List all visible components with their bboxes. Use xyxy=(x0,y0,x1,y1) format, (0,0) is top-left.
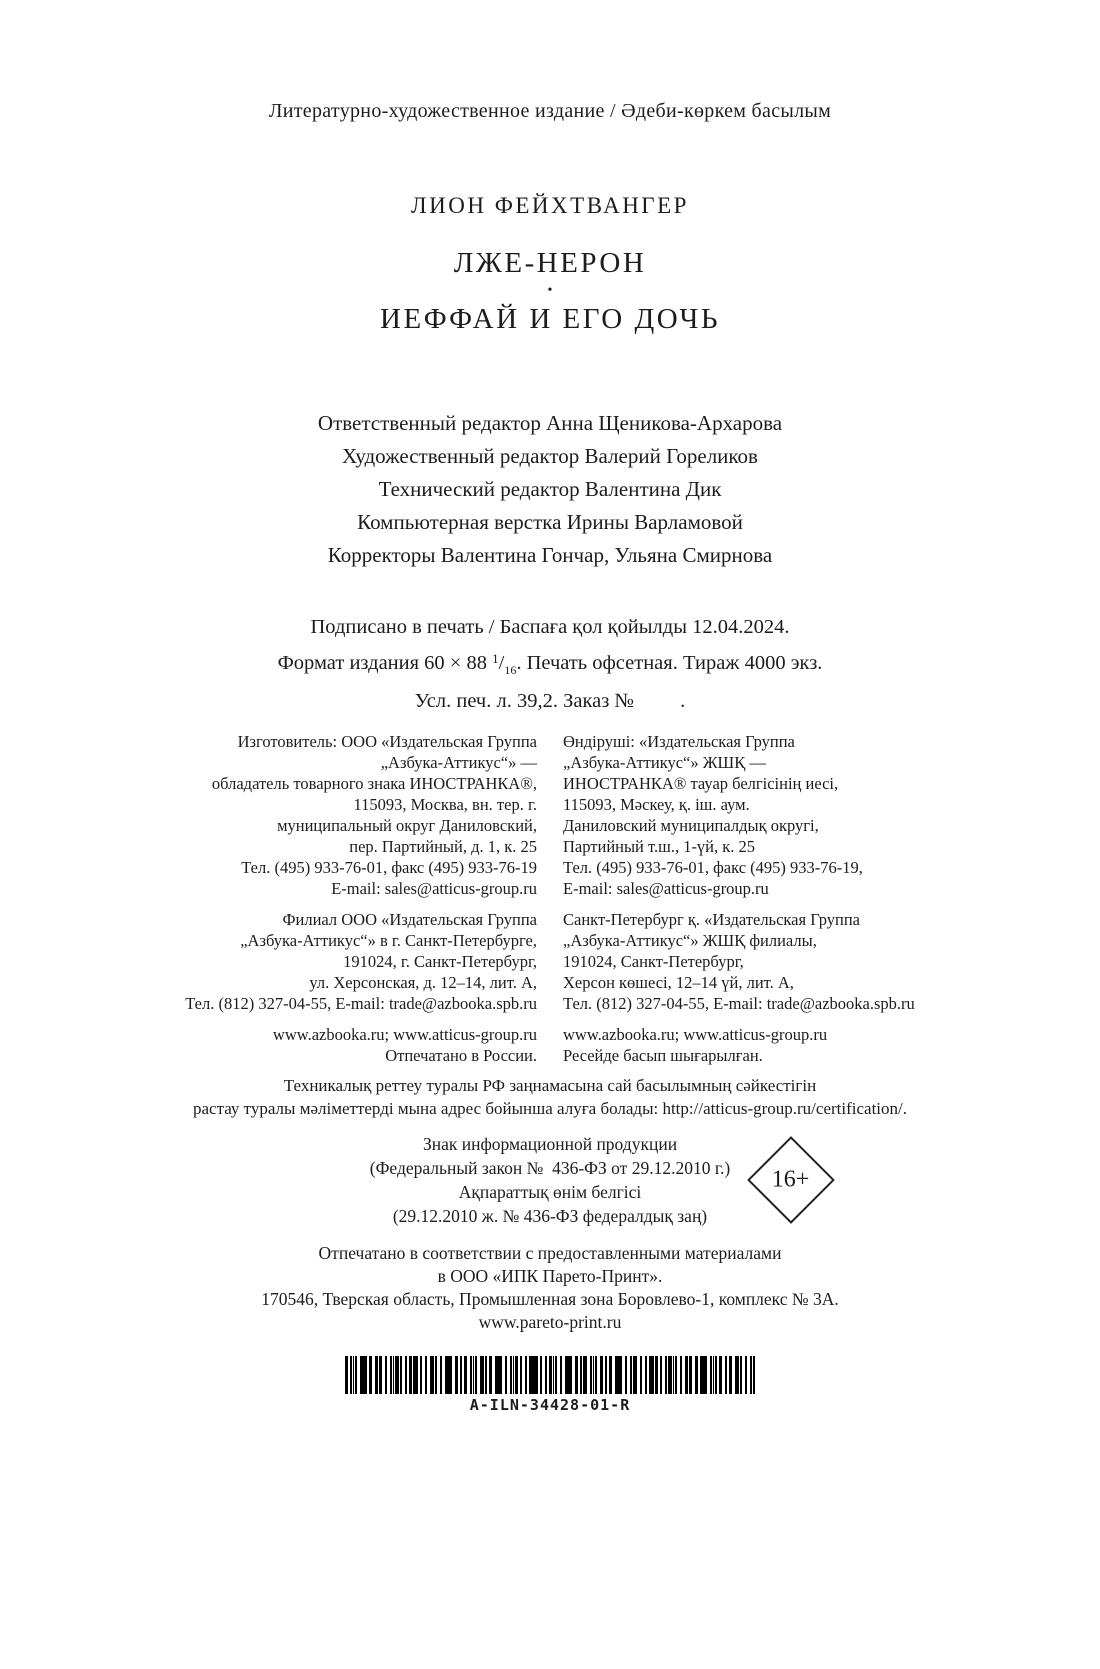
print-info-line-order: Усл. печ. л. 39,2. Заказ № . xyxy=(414,690,686,712)
format-slash: / xyxy=(498,652,505,674)
publisher-ru-address xyxy=(185,731,537,899)
credit-line: Корректоры Валентина Гончар, Ульяна Смирнова xyxy=(327,543,773,567)
publisher-ru-column xyxy=(185,731,537,1066)
title-block xyxy=(0,193,1100,337)
branch-line: „Азбука-Аттикус“» в г. Санкт-Петербурге, xyxy=(240,931,537,950)
printing-line: в ООО «ИПК Парето-Принт». xyxy=(437,1266,663,1286)
printing-website: www.pareto-print.ru xyxy=(478,1312,622,1332)
publisher-line: Тел. (495) 933-76-01, факс (495) 933-76-19, xyxy=(563,858,863,877)
credit-line: Ответственный редактор Анна Щеникова-Архарова xyxy=(317,411,783,435)
branch-line: 191024, Санкт-Петербург, xyxy=(563,952,744,971)
publisher-line: Тел. (495) 933-76-01, факс (495) 933-76-19 xyxy=(241,858,537,877)
publisher-line: „Азбука-Аттикус“» — xyxy=(380,753,537,772)
format-prefix: Формат издания 60 × 88 xyxy=(277,652,493,674)
branch-line: Филиал ООО «Издательская Группа xyxy=(282,910,537,929)
publisher-kz-web xyxy=(563,1024,915,1066)
publisher-kz-column xyxy=(563,731,915,1066)
publisher-kz-branch xyxy=(563,909,915,1014)
branch-line: Тел. (812) 327-04-55, E-mail: trade@azbooka.spb.ru xyxy=(563,994,915,1013)
publisher-email: E-mail: sales@atticus-group.ru xyxy=(563,879,769,898)
barcode-block xyxy=(0,1356,1100,1414)
publisher-line: Даниловский муниципалдық округі, xyxy=(563,816,819,835)
print-info-line-signed: Подписано в печать / Баспаға қол қойылды 12.04.2024. xyxy=(310,616,790,638)
publisher-ru-web xyxy=(185,1024,537,1066)
format-denominator: 16 xyxy=(504,663,517,677)
publisher-line: пер. Партийный, д. 1, к. 25 xyxy=(349,837,537,856)
publisher-line: ИНОСТРАНКА® тауар белгісінің иесі, xyxy=(563,774,839,793)
publisher-line: муниципальный округ Даниловский, xyxy=(277,816,537,835)
book-title-1: ЛЖЕ-НЕРОН xyxy=(453,247,647,279)
publisher-line: Партийный т.ш., 1-үй, к. 25 xyxy=(563,837,756,856)
age-info-line: Ақпараттық өнім белгісі xyxy=(458,1182,642,1202)
publisher-websites: www.azbooka.ru; www.atticus-group.ru xyxy=(563,1025,828,1044)
print-info-block xyxy=(0,612,1100,717)
certification-line: растау туралы мәліметтерді мына адрес бойынша алуға болады: http://atticus-group.ru/certification/. xyxy=(193,1099,907,1118)
edition-line: Литературно-художественное издание / Әдеби-көркем басылым xyxy=(268,100,832,122)
branch-line: 191024, г. Санкт-Петербург, xyxy=(343,952,537,971)
printing-line: 170546, Тверская область, Промышленная зона Боровлево-1, комплекс № 3А. xyxy=(261,1289,839,1309)
book-author: ЛИОН ФЕЙХТВАНГЕР xyxy=(411,193,689,218)
publisher-line: Изготовитель: ООО «Издательская Группа xyxy=(237,732,537,751)
certification-line: Техникалық реттеу туралы РФ заңнамасына сай басылымның сәйкестігін xyxy=(283,1076,817,1095)
book-title-2: ИЕФФАЙ И ЕГО ДОЧЬ xyxy=(380,303,720,335)
publisher-kz-address xyxy=(563,731,915,899)
age-info-line: (29.12.2010 ж. № 436-ФЗ федералдық заң) xyxy=(392,1206,708,1226)
age-info-line: Знак информационной продукции xyxy=(422,1134,678,1154)
printing-line: Отпечатано в соответствии с предоставленными материалами xyxy=(318,1243,782,1263)
title-separator-dot: • xyxy=(547,283,553,298)
publisher-line: обладатель товарного знака ИНОСТРАНКА®, xyxy=(211,774,537,793)
branch-line: ул. Херсонская, д. 12–14, лит. А, xyxy=(309,973,537,992)
publisher-ru-branch xyxy=(185,909,537,1014)
publisher-line: 115093, Москва, вн. тер. г. xyxy=(353,795,537,814)
barcode-bars xyxy=(345,1356,755,1394)
publisher-websites: www.azbooka.ru; www.atticus-group.ru xyxy=(272,1025,537,1044)
printed-in-line: Ресейде басып шығарылған. xyxy=(563,1046,763,1065)
publisher-line: „Азбука-Аттикус“» ЖШҚ — xyxy=(563,753,766,772)
branch-line: Санкт-Петербург қ. «Издательская Группа xyxy=(563,910,860,929)
credit-line: Художественный редактор Валерий Гореликов xyxy=(342,444,758,468)
barcode-code: A-ILN-34428-01-R xyxy=(469,1396,631,1414)
branch-line: „Азбука-Аттикус“» ЖШҚ филиалы, xyxy=(563,931,817,950)
age-rating-text: 16+ xyxy=(772,1166,810,1193)
printed-in-line: Отпечатано в России. xyxy=(385,1046,537,1065)
credits-block xyxy=(0,407,1100,572)
branch-line: Херсон көшесі, 12–14 үй, лит. А, xyxy=(563,973,794,992)
credit-line: Технический редактор Валентина Дик xyxy=(378,477,722,501)
publisher-email: E-mail: sales@atticus-group.ru xyxy=(331,879,537,898)
publisher-line: Өндіруші: «Издательская Группа xyxy=(563,732,795,751)
format-suffix: . Печать офсетная. Тираж 4000 экз. xyxy=(516,652,823,674)
credit-line: Компьютерная верстка Ирины Варламовой xyxy=(357,510,743,534)
age-info-block xyxy=(0,1132,1100,1228)
printing-block xyxy=(0,1242,1100,1334)
age-info-line: (Федеральный закон № 436-ФЗ от 29.12.2010 г.) xyxy=(369,1158,731,1178)
print-info-line-format xyxy=(0,643,1100,686)
publisher-line: 115093, Мәскеу, қ. іш. аум. xyxy=(563,795,750,814)
branch-line: Тел. (812) 327-04-55, E-mail: trade@azbooka.spb.ru xyxy=(185,994,537,1013)
format-numerator: 1 xyxy=(492,651,499,666)
certification-block xyxy=(0,1074,1100,1120)
publisher-columns xyxy=(0,731,1100,1066)
